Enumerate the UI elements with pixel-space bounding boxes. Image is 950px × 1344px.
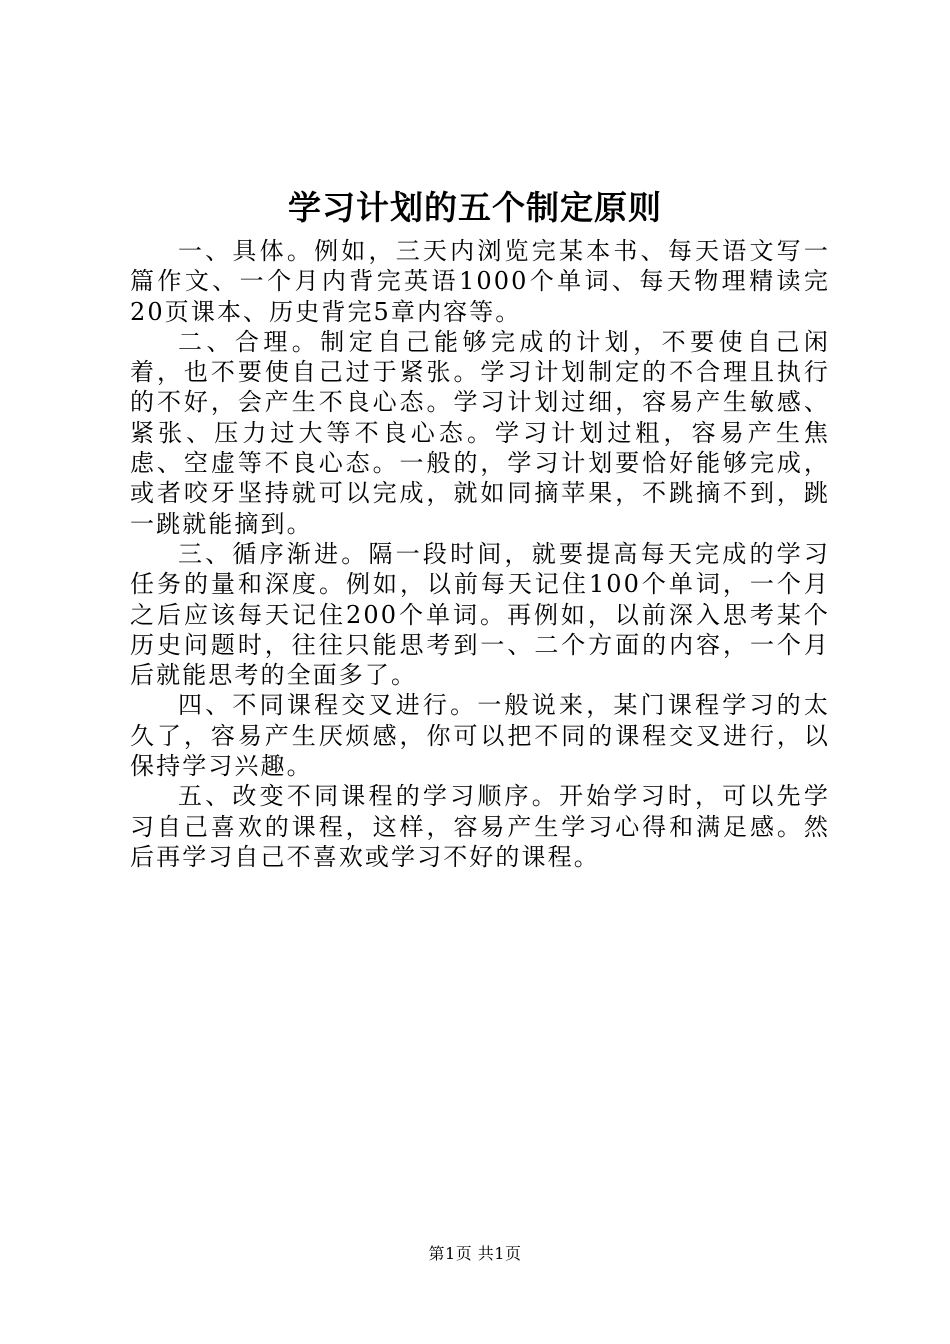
document-body xyxy=(130,236,830,872)
paragraph-1: 一、具体。例如，三天内浏览完某本书、每天语文写一篇作文、一个月内背完英语1000个单词、每天物理精读完20页课本、历史背完5章内容等。 xyxy=(130,237,830,326)
page-footer: 第1页 共1页 xyxy=(428,1244,522,1263)
paragraph-2: 二、合理。制定自己能够完成的计划，不要使自己闲着，也不要使自己过于紧张。学习计划制定的不合理且执行的不好，会产生不良心态。学习计划过细，容易产生敏感、紧张、压力过大等不良心态。学习计划过粗，容易产生焦虑、空虚等不良心态。一般的，学习计划要恰好能够完成，或者咬牙坚持就可以完成，就如同摘苹果，不跳摘不到，跳一跳就能摘到。 xyxy=(130,327,830,538)
paragraph-5: 五、改变不同课程的学习顺序。开始学习时，可以先学习自己喜欢的课程，这样，容易产生学习心得和满足感。然后再学习自己不喜欢或学习不好的课程。 xyxy=(130,782,830,871)
paragraph-4: 四、不同课程交叉进行。一般说来，某门课程学习的太久了，容易产生厌烦感，你可以把不同的课程交叉进行，以保持学习兴趣。 xyxy=(130,691,830,781)
document-title: 学习计划的五个制定原则 xyxy=(288,188,662,227)
paragraph-3: 三、循序渐进。隔一段时间，就要提高每天完成的学习任务的量和深度。例如，以前每天记住100个单词，一个月之后应该每天记住200个单词。再例如，以前深入思考某个历史问题时，往往只能思考到一、二个方面的内容，一个月后就能思考的全面多了。 xyxy=(130,539,830,690)
